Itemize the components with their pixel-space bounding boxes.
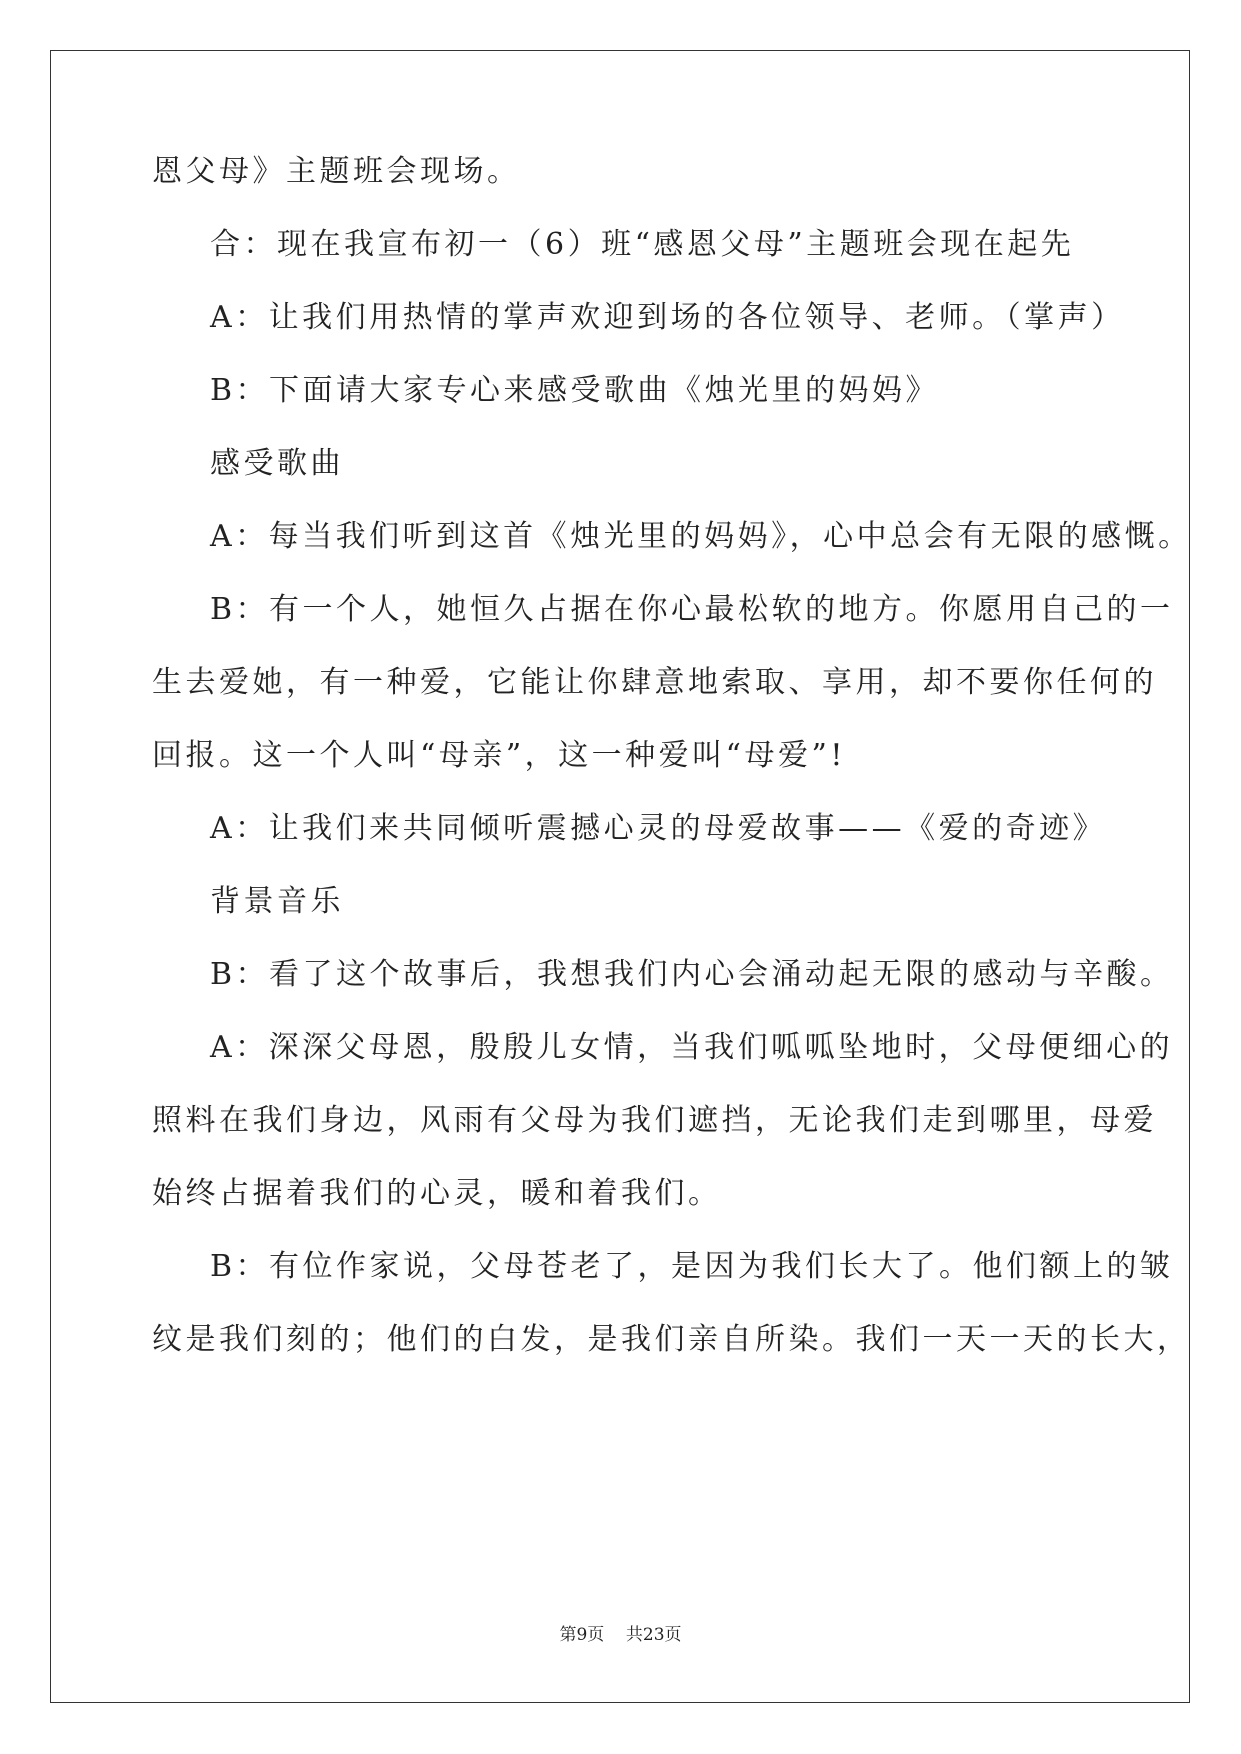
text-line: 背景音乐 [210, 884, 344, 919]
text-line: 始终占据着我们的心灵，暖和着我们。 [152, 1176, 722, 1211]
text-line: A：每当我们听到这首《烛光里的妈妈》，心中总会有无限的感慨。 [210, 519, 1192, 554]
text-line: 回报。这一个人叫“母亲”，这一种爱叫“母爱”! [152, 738, 846, 773]
text-line: A：让我们用热情的掌声欢迎到场的各位领导、老师。（掌声） [210, 300, 1125, 335]
text-line: 恩父母》主题班会现场。 [152, 154, 521, 189]
total-prefix: 共 [625, 1625, 643, 1645]
text-line: B：有位作家说，父母苍老了，是因为我们长大了。他们额上的皱 [210, 1249, 1174, 1284]
text-line: A：深深父母恩，殷殷儿女情，当我们呱呱坠地时，父母便细心的 [210, 1030, 1174, 1065]
text-line: A：让我们来共同倾听震撼心灵的母爱故事——《爱的奇迹》 [210, 811, 1107, 846]
text-line: 生去爱她，有一种爱，它能让你肆意地索取、享用，却不要你任何的 [152, 665, 1157, 700]
page-number: 9 [576, 1625, 588, 1645]
text-line: B：有一个人，她恒久占据在你心最松软的地方。你愿用自己的一 [210, 592, 1174, 627]
total-suffix: 页 [664, 1625, 682, 1645]
page-prefix: 第 [559, 1625, 577, 1645]
text-line: 纹是我们刻的；他们的白发，是我们亲自所染。我们一天一天的长大， [152, 1322, 1191, 1357]
text-line: 感受歌曲 [210, 446, 344, 481]
page-suffix: 页 [587, 1625, 605, 1645]
text-line: B：下面请大家专心来感受歌曲《烛光里的妈妈》 [210, 373, 940, 408]
text-line: 合：现在我宣布初一（6）班“感恩父母”主题班会现在起先 [210, 227, 1075, 262]
total-pages: 23 [642, 1625, 665, 1645]
text-line: 照料在我们身边，风雨有父母为我们遮挡，无论我们走到哪里，母爱 [152, 1103, 1157, 1138]
page-footer [0, 1620, 1241, 1645]
text-line: B：看了这个故事后，我想我们内心会涌动起无限的感动与辛酸。 [210, 957, 1174, 992]
